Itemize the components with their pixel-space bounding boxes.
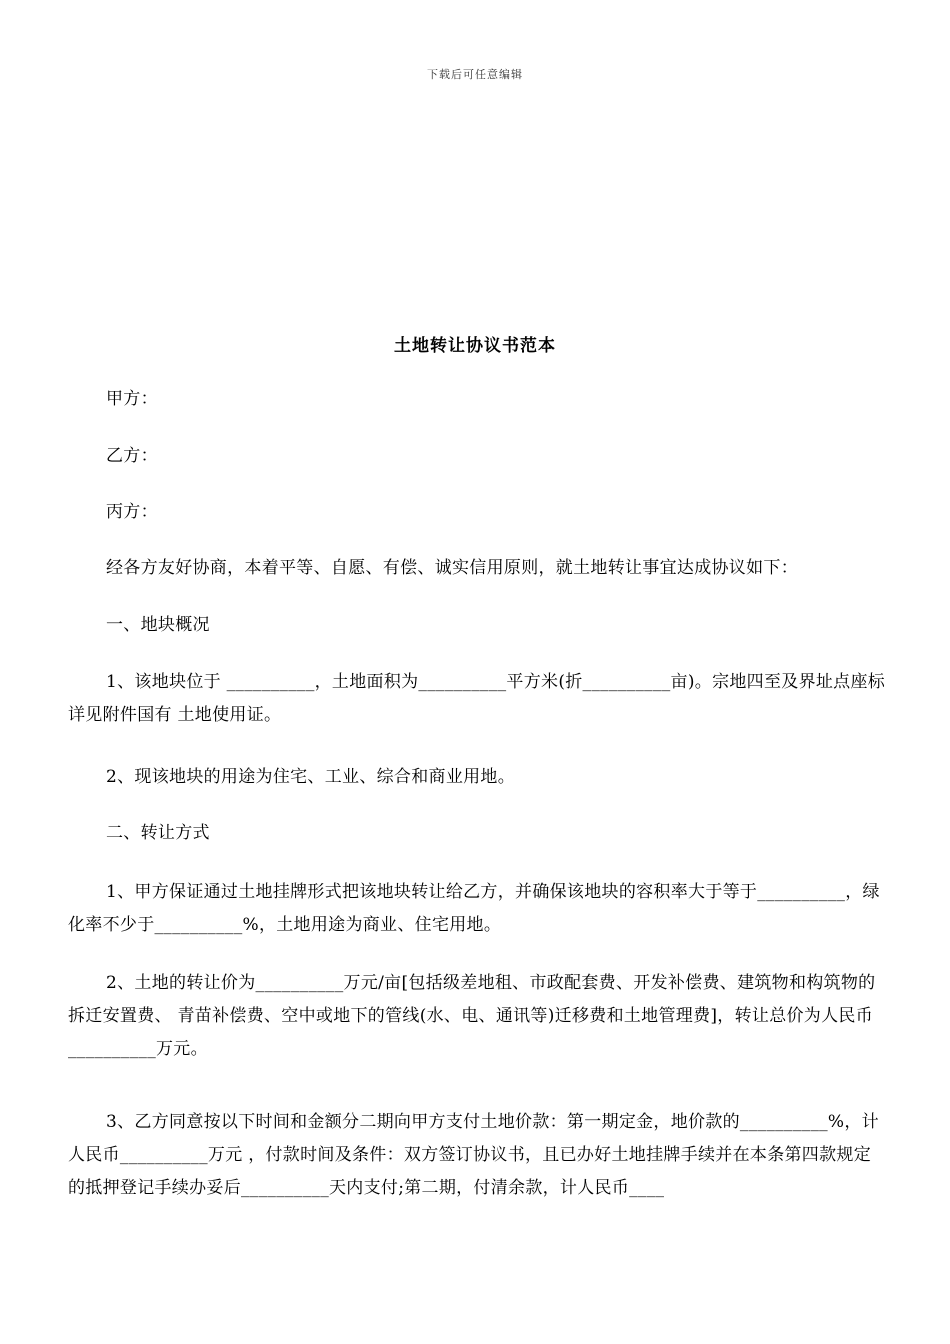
party-b-label: 乙方： (106, 446, 158, 466)
section2-item1: 1、甲方保证通过土地挂牌形式把该地块转让给乙方，并确保该地块的容积率大于等于__________，绿化率不少于__________%，土地用途为商业、住宅用地。 (68, 882, 880, 935)
section2-heading-block (68, 817, 886, 850)
section2-item3-block (68, 1106, 886, 1205)
party-c-label: 丙方： (106, 502, 158, 522)
party-c-line (68, 496, 886, 529)
party-a-label: 甲方： (106, 389, 158, 409)
intro-text: 经各方友好协商，本着平等、自愿、有偿、诚实信用原则，就土地转让事宜达成协议如下： (106, 558, 798, 578)
section1-item2-block (68, 761, 886, 794)
party-a-line (68, 383, 886, 416)
section1-item2: 2、现该地块的用途为住宅、工业、综合和商业用地。 (106, 767, 516, 787)
document-title: 土地转让协议书范本 (394, 336, 556, 356)
section1-item1-block (68, 666, 886, 732)
section1-heading-block (68, 609, 886, 642)
section2-heading: 二、转让方式 (106, 823, 210, 843)
section2-item2: 2、土地的转让价为__________万元/亩[包括级差地租、市政配套费、开发补偿费、建筑物和构筑物的拆迁安置费、 青苗补偿费、空中或地下的管线(水、电、通讯等)迁移费和土地管理费]，转让总价为人民币__________万元。 (68, 973, 876, 1059)
header-note: 下载后可任意编辑 (427, 68, 523, 81)
section1-heading: 一、地块概况 (106, 615, 210, 635)
intro-paragraph (68, 552, 886, 585)
section2-item1-block (68, 876, 886, 942)
party-b-line (68, 440, 886, 473)
section2-item2-block (68, 967, 886, 1066)
section2-item3: 3、乙方同意按以下时间和金额分二期向甲方支付土地价款：第一期定金，地价款的__________%，计人民币__________万元 ，付款时间及条件：双方签订协议书，且已办好土地挂牌手续并在本条第四款规定的抵押登记手续办妥后__________天内支付;第二期，付清余款，计人民币____ (68, 1112, 879, 1198)
section1-item1: 1、该地块位于 __________，土地面积为__________平方米(折__________亩)。宗地四至及界址点座标详见附件国有 土地使用证。 (68, 672, 886, 725)
